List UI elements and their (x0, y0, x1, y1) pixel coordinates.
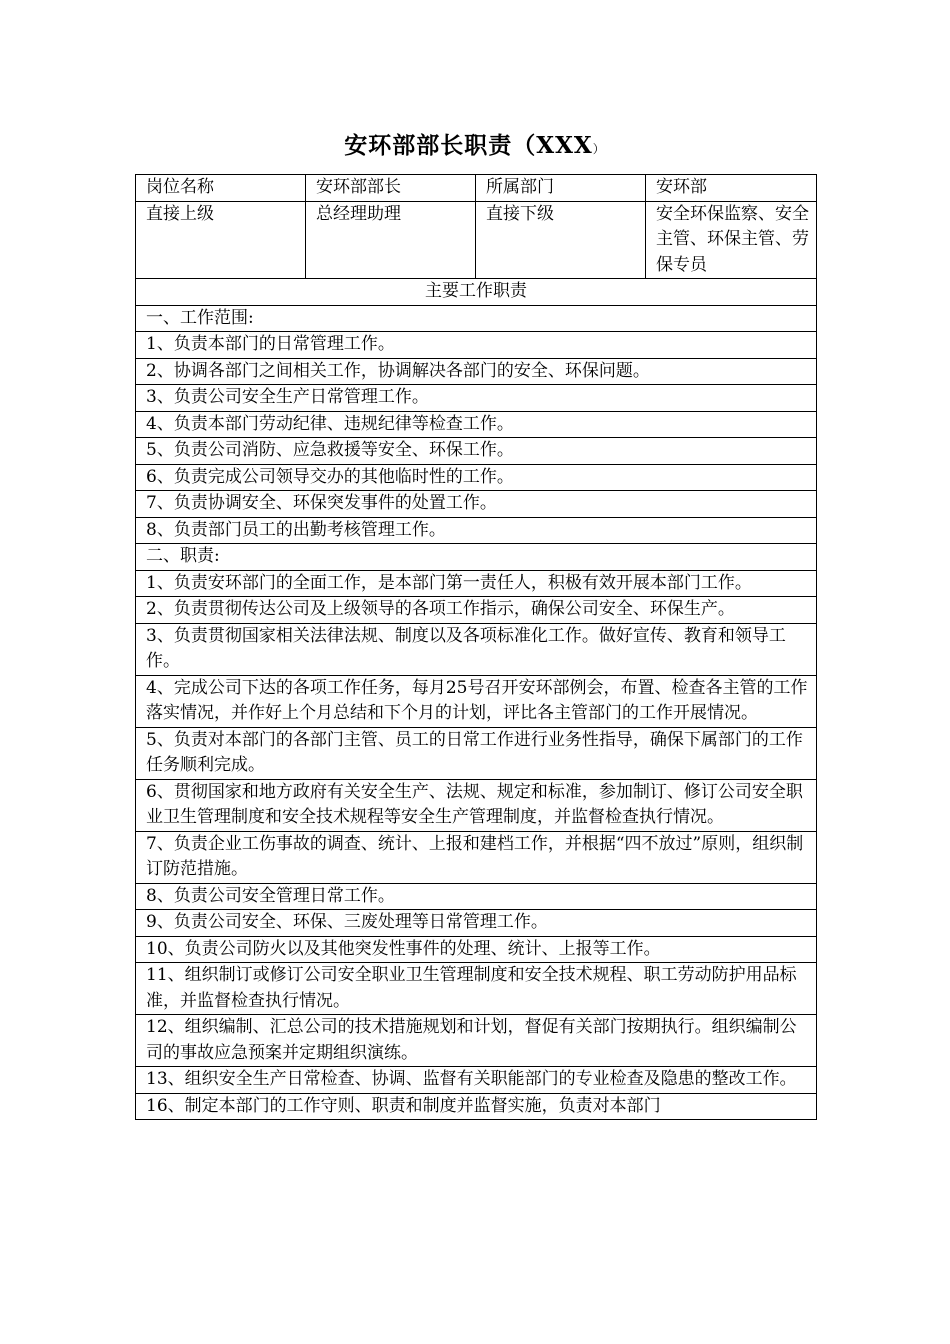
duty-item: 7、负责企业工伤事故的调查、统计、上报和建档工作，并根据“四不放过”原则，组织制订防范措施。 (136, 831, 817, 883)
table-row (136, 175, 817, 202)
scope-item: 6、负责完成公司领导交办的其他临时性的工作。 (136, 464, 817, 491)
table-row (136, 332, 817, 359)
position-value: 安环部部长 (306, 175, 476, 202)
duty-item: 4、完成公司下达的各项工作任务，每月25号召开安环部例会，布置、检查各主管的工作落实情况，并作好上个月总结和下个月的计划，评比各主管部门的工作开展情况。 (136, 675, 817, 727)
title-text: 安环部部长职责（XXX (344, 132, 593, 159)
position-label: 岗位名称 (136, 175, 306, 202)
duty-item: 8、负责公司安全管理日常工作。 (136, 883, 817, 910)
scope-item: 5、负责公司消防、应急救援等安全、环保工作。 (136, 438, 817, 465)
duty-item: 5、负责对本部门的各部门主管、员工的日常工作进行业务性指导，确保下属部门的工作任务顺利完成。 (136, 727, 817, 779)
main-duties-heading: 主要工作职责 (136, 279, 817, 306)
duty-item: 9、负责公司安全、环保、三废处理等日常管理工作。 (136, 910, 817, 937)
duty-item: 2、负责贯彻传达公司及上级领导的各项工作指示，确保公司安全、环保生产。 (136, 597, 817, 624)
duty-item: 1、负责安环部门的全面工作，是本部门第一责任人，积极有效开展本部门工作。 (136, 570, 817, 597)
table-row (136, 623, 817, 675)
table-row (136, 201, 817, 279)
table-row (136, 963, 817, 1015)
table-row (136, 727, 817, 779)
table-row (136, 305, 817, 332)
table-row (136, 491, 817, 518)
duties-heading: 二、职责: (136, 544, 817, 571)
duty-item: 10、负责公司防火以及其他突发性事件的处理、统计、上报等工作。 (136, 936, 817, 963)
duty-item: 16、制定本部门的工作守则、职责和制度并监督实施，负责对本部门 (136, 1093, 817, 1120)
scope-item: 4、负责本部门劳动纪律、违规纪律等检查工作。 (136, 411, 817, 438)
table-row (136, 831, 817, 883)
scope-item: 7、负责协调安全、环保突发事件的处置工作。 (136, 491, 817, 518)
duty-item: 3、负责贯彻国家相关法律法规、制度以及各项标准化工作。做好宣传、教育和领导工作。 (136, 623, 817, 675)
table-row (136, 438, 817, 465)
duty-item: 6、贯彻国家和地方政府有关安全生产、法规、规定和标准，参加制订、修订公司安全职业卫生管理制度和安全技术规程等安全生产管理制度，并监督检查执行情况。 (136, 779, 817, 831)
scope-item: 2、协调各部门之间相关工作，协调解决各部门的安全、环保问题。 (136, 358, 817, 385)
duty-item: 13、组织安全生产日常检查、协调、监督有关职能部门的专业检查及隐患的整改工作。 (136, 1067, 817, 1094)
scope-item: 1、负责本部门的日常管理工作。 (136, 332, 817, 359)
table-row (136, 544, 817, 571)
table-row (136, 1067, 817, 1094)
subordinate-label: 直接下级 (476, 201, 646, 279)
table-row (136, 675, 817, 727)
title-close-paren: ） (592, 142, 606, 156)
document-title (0, 126, 950, 169)
table-row (136, 517, 817, 544)
table-row (136, 883, 817, 910)
table-row (136, 910, 817, 937)
table-row (136, 279, 817, 306)
table-row (136, 570, 817, 597)
duty-table (135, 174, 817, 1120)
table-row (136, 936, 817, 963)
table-row (136, 1015, 817, 1067)
table-row (136, 464, 817, 491)
scope-item: 3、负责公司安全生产日常管理工作。 (136, 385, 817, 412)
superior-value: 总经理助理 (306, 201, 476, 279)
department-label: 所属部门 (476, 175, 646, 202)
table-row (136, 411, 817, 438)
department-value: 安环部 (646, 175, 817, 202)
subordinate-value: 安全环保监察、安全主管、环保主管、劳保专员 (646, 201, 817, 279)
duty-item: 12、组织编制、汇总公司的技术措施规划和计划，督促有关部门按期执行。组织编制公司的事故应急预案并定期组织演练。 (136, 1015, 817, 1067)
table-row (136, 779, 817, 831)
scope-item: 8、负责部门员工的出勤考核管理工作。 (136, 517, 817, 544)
superior-label: 直接上级 (136, 201, 306, 279)
scope-heading: 一、工作范围: (136, 305, 817, 332)
table-row (136, 597, 817, 624)
table-row (136, 358, 817, 385)
duty-item: 11、组织制订或修订公司安全职业卫生管理制度和安全技术规程、职工劳动防护用品标准，并监督检查执行情况。 (136, 963, 817, 1015)
table-row (136, 385, 817, 412)
table-row (136, 1093, 817, 1120)
